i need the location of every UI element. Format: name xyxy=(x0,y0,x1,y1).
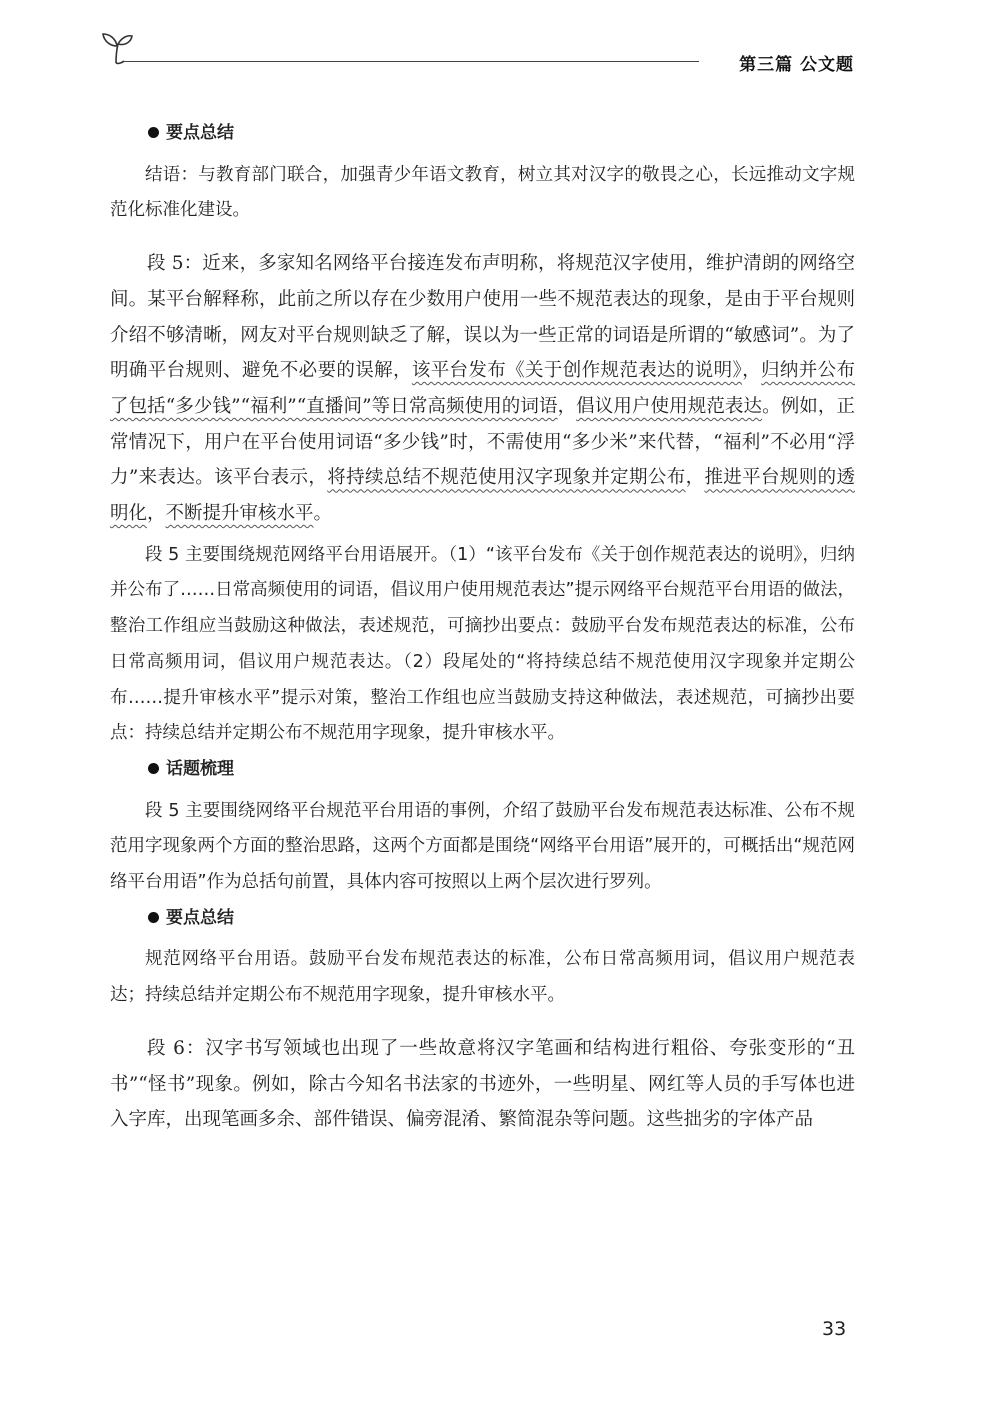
section-title: 第三篇 公文题 xyxy=(739,55,854,75)
underlined-phrase: 将持续总结不规范使用汉字现象并定期公布 xyxy=(327,467,686,489)
paragraph: 段 5 主要围绕网络平台规范平台用语的事例，介绍了鼓励平台发布规范表达标准、公布不规范用字现象两个方面的整治思路，这两个方面都是围绕“网络平台用语”展开的，可概括出“规范网络平台用语”作为总括句前置，具体内容可按照以上两个层次进行罗列。 xyxy=(110,800,855,893)
section-heading: 要点总结 xyxy=(110,116,855,152)
paragraph-section-5: 段 5：近来，多家知名网络平台接连发布声明称，将规范汉字使用，维护清朗的网络空间。某平台解释称，此前之所以存在少数用户使用一些不规范表达的现象，是由于平台规则介绍不够清晰，网友对平台规则缺乏了解，误以为一些正常的词语是所谓的“敏感词”。为了明确平台规则、避免不必要的误解，该平台发布《关于创作规范表达的说明》，归纳并公布了包括“多少钱”“福利”“直播间”等日常高频使用的词语，倡议用户使用规范表达。例如，正常情况下，用户在平台使用词语“多少钱”时，不需使用“多少米”来代替，“福利”不必用“浮力”来表达。该平台表示，将持续总结不规范使用汉字现象并定期公布，推进平台规则的透明化，不断提升审核水平。 xyxy=(110,253,855,525)
paragraph: 规范网络平台用语。鼓励平台发布规范表达的标准，公布日常高频用词，倡议用户规范表达；持续总结并定期公布不规范用字现象，提升审核水平。 xyxy=(110,949,855,1006)
header-rule xyxy=(124,61,699,62)
bullet-icon xyxy=(148,763,159,774)
underlined-phrase: 归纳并公布了包括“多少钱”“福利”“直播间”等日常高频使用的词语 xyxy=(110,360,855,417)
paragraph: 段 5 主要围绕规范网络平台用语展开。（1）“该平台发布《关于创作规范表达的说明》，归纳并公布了……日常高频使用的词语，倡议用户使用规范表达”提示网络平台规范平台用语的做法，整治工作组应当鼓励这种做法，表述规范，可摘抄出要点：鼓励平台发布规范表达的标准，公布日常高频用词，倡议用户规范表达。（2）段尾处的“将持续总结不规范使用汉字现象并定期公布……提升审核水平”提示对策，整治工作组也应当鼓励支持这种做法，表述规范，可摘抄出要点：持续总结并定期公布不规范用字现象，提升审核水平。 xyxy=(110,544,855,744)
paragraph-section-6: 段 6：汉字书写领域也出现了一些故意将汉字笔画和结构进行粗俗、夸张变形的“丑书”“怪书”现象。例如，除古今知名书法家的书迹外，一些明星、网红等人员的手写体也进入字库，出现笔画多余、部件错误、偏旁混淆、繁简混杂等问题。这些拙劣的字体产品 xyxy=(110,1037,855,1131)
underlined-phrase: 不断提升审核水平 xyxy=(165,503,314,525)
underlined-phrase: 倡议用户使用规范表达 xyxy=(576,395,763,417)
page-header xyxy=(100,30,860,76)
section-heading: 要点总结 xyxy=(110,901,855,937)
bullet-icon xyxy=(148,127,159,138)
page-body xyxy=(110,116,855,1138)
bullet-icon xyxy=(148,912,159,923)
underlined-phrase: 该平台发布《关于创作规范表达的说明》 xyxy=(411,360,743,382)
page-number: 33 xyxy=(822,1318,847,1340)
section-heading: 话题梳理 xyxy=(110,752,855,788)
underlined-phrase: 推进平台规则的透明化 xyxy=(110,467,855,525)
paragraph: 结语：与教育部门联合，加强青少年语文教育，树立其对汉字的敬畏之心，长远推动文字规范化标准化建设。 xyxy=(110,164,855,221)
